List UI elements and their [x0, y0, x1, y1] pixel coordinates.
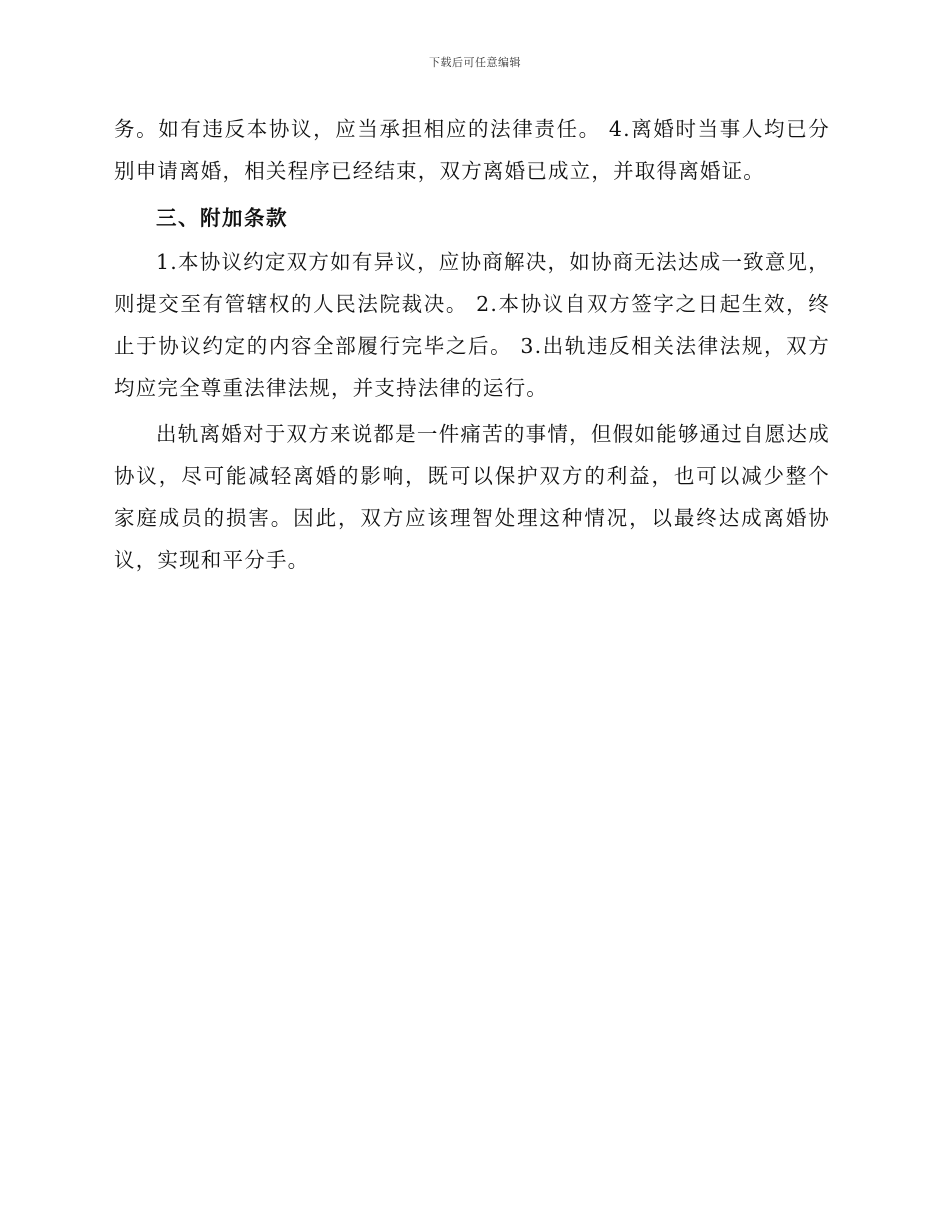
- paragraph-conclusion: 出轨离婚对于双方来说都是一件痛苦的事情，但假如能够通过自愿达成协议，尽可能减轻离婚的影响，既可以保护双方的利益，也可以减少整个家庭成员的损害。因此，双方应该理智处理这种情况，以最终达成离婚协议，实现和平分手。: [114, 422, 830, 572]
- paragraph-obligations: 务。如有违反本协议，应当承担相应的法律责任。 4.离婚时当事人均已分别申请离婚，相关程序已经结束，双方离婚已成立，并取得离婚证。: [114, 117, 830, 183]
- document-body: [114, 108, 830, 581]
- page-header: 下载后可任意编辑: [429, 56, 521, 69]
- section-heading-additional-terms: 三、附加条款: [156, 206, 288, 230]
- paragraph-additional-terms: 1.本协议约定双方如有异议，应协商解决，如协商无法达成一致意见，则提交至有管辖权的人民法院裁决。 2.本协议自双方签字之日起生效，终止于协议约定的内容全部履行完毕之后。 3.出轨违反相关法律法规，双方均应完全尊重法律法规，并支持法律的运行。: [114, 250, 830, 400]
